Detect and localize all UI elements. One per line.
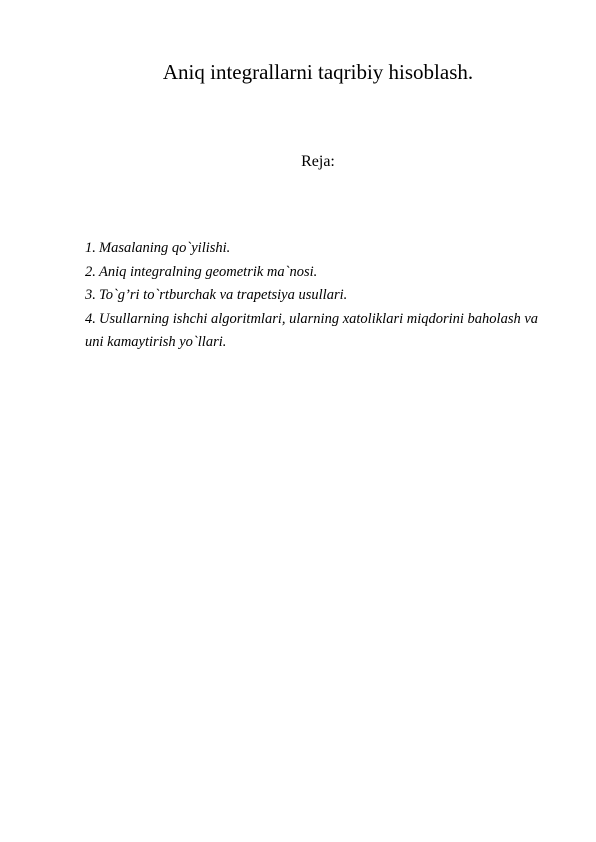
list-item-text: Usullarning ishchi algoritmlari, ularning xatoliklari miqdorini baholash va uni kamaytirish yo`llari. [85, 310, 539, 350]
list-item [85, 284, 545, 308]
list-item-number: 1. [85, 240, 96, 256]
list-item-number: 2. [85, 263, 96, 280]
list-item-text: Aniq integralning geometrik ma`nosi. [99, 263, 318, 280]
page-title: Aniq integrallarni taqribiy hisoblash. [162, 60, 474, 84]
list-item-text: To`g’ri to`rtburchak va trapetsiya usullari. [99, 287, 348, 303]
list-item [85, 308, 545, 355]
plan-heading: Reja: [301, 153, 335, 170]
list-item-text: Masalaning qo`yilishi. [99, 240, 231, 256]
list-item-number: 3. [85, 287, 96, 303]
list-item [85, 237, 545, 261]
list-item-number: 4. [85, 310, 96, 327]
list-item [85, 261, 545, 285]
plan-list [85, 237, 545, 355]
